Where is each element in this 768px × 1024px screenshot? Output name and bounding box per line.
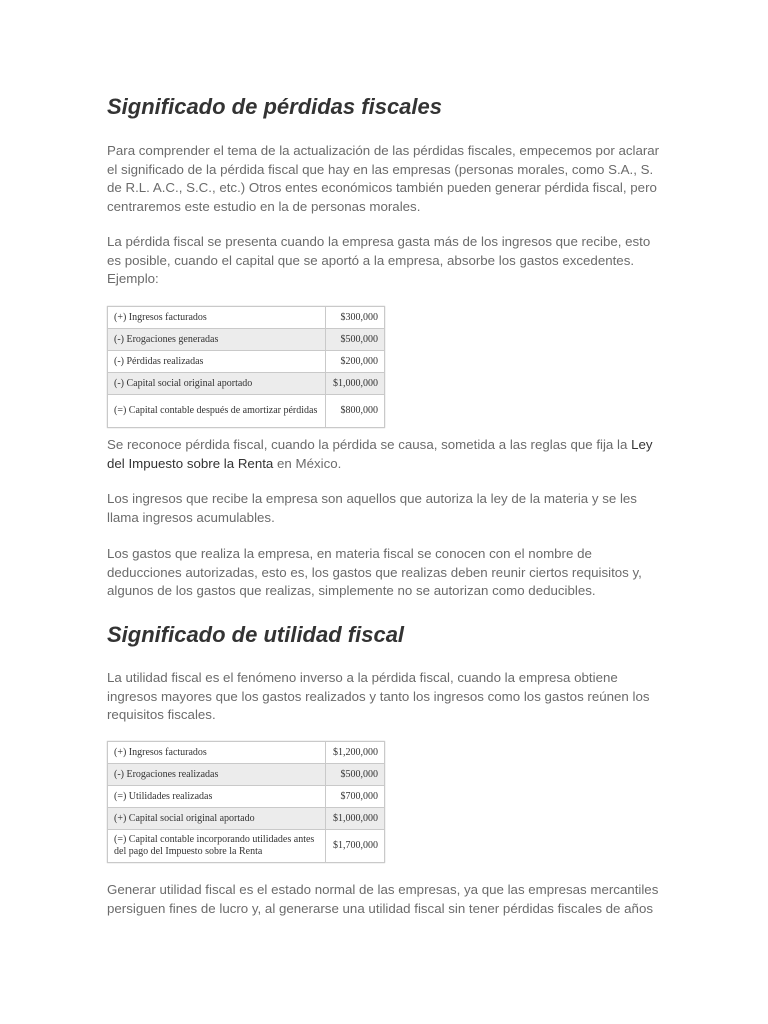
perdida-example-table — [107, 306, 385, 428]
concept-cell: (-) Erogaciones generadas — [108, 329, 326, 351]
concept-cell: (-) Erogaciones realizadas — [108, 764, 326, 786]
amount-cell: $1,000,000 — [326, 808, 385, 830]
utilidad-example-table — [107, 741, 385, 863]
amount-cell: $800,000 — [326, 395, 385, 428]
paragraph-perdida-definicion: La pérdida fiscal se presenta cuando la empresa gasta más de los ingresos que recibe, esto es posible, cuando el capital que se aportó a la empresa, absorbe los gastos excedentes. Ejemplo: — [107, 234, 651, 286]
table-row — [108, 830, 385, 863]
table-row — [108, 329, 385, 351]
concept-cell: (-) Pérdidas realizadas — [108, 351, 326, 373]
paragraph-ingresos: Los ingresos que recibe la empresa son aquellos que autoriza la ley de la materia y se les llama ingresos acumulables. — [107, 491, 637, 525]
paragraph-utilidad-normal: Generar utilidad fiscal es el estado normal de las empresas, ya que las empresas mercantiles persiguen fines de lucro y, al generarse una utilidad fiscal sin tener pérdidas fiscales de años — [107, 882, 659, 916]
concept-cell: (=) Capital contable incorporando utilidades antes del pago del Impuesto sobre la Renta — [108, 830, 326, 863]
concept-cell: (=) Utilidades realizadas — [108, 786, 326, 808]
table-row — [108, 395, 385, 428]
text-segment: Se reconoce pérdida fiscal, cuando la pérdida se causa, sometida a las reglas que fija la — [107, 437, 632, 452]
amount-cell: $1,000,000 — [326, 373, 385, 395]
table-row — [108, 373, 385, 395]
amount-cell: $500,000 — [326, 764, 385, 786]
table-row — [108, 742, 385, 764]
table-row — [108, 307, 385, 329]
concept-cell: (+) Ingresos facturados — [108, 307, 326, 329]
amount-cell: $200,000 — [326, 351, 385, 373]
text-segment: en México. — [273, 455, 342, 471]
table-row — [108, 786, 385, 808]
table-row — [108, 808, 385, 830]
section-title-utilidad: Significado de utilidad fiscal — [107, 622, 405, 647]
section-title-perdidas: Significado de pérdidas fiscales — [107, 94, 442, 119]
table-row — [108, 351, 385, 373]
concept-cell: (+) Capital social original aportado — [108, 808, 326, 830]
concept-cell: (-) Capital social original aportado — [108, 373, 326, 395]
paragraph-perdida-intro: Para comprender el tema de la actualización de las pérdidas fiscales, empecemos por aclarar el significado de la pérdida fiscal que hay en las empresas (personas morales, como S.A., S. de R.L. A.C., S.C., etc.) Otros entes económicos también pueden generar pérdida fiscal, pero centraremos este estudio en la de personas morales. — [107, 143, 660, 214]
amount-cell: $1,200,000 — [326, 742, 385, 764]
amount-cell: $1,700,000 — [326, 830, 385, 863]
paragraph-gastos: Los gastos que realiza la empresa, en materia fiscal se conocen con el nombre de deducciones autorizadas, esto es, los gastos que realizas deben reunir ciertos requisitos y, algunos de los gastos que realizas, simplemente no se autorizan como deducibles. — [107, 546, 642, 598]
paragraph-reconoce-perdida — [107, 436, 662, 473]
concept-cell: (=) Capital contable después de amortizar pérdidas — [108, 395, 326, 428]
amount-cell: $300,000 — [326, 307, 385, 329]
amount-cell: $700,000 — [326, 786, 385, 808]
amount-cell: $500,000 — [326, 329, 385, 351]
table-row — [108, 764, 385, 786]
paragraph-utilidad-definicion: La utilidad fiscal es el fenómeno inverso a la pérdida fiscal, cuando la empresa obtiene ingresos mayores que los gastos realizados y tanto los ingresos como los gastos reúnen los requisitos fiscales. — [107, 670, 650, 722]
concept-cell: (+) Ingresos facturados — [108, 742, 326, 764]
ley-isr-link[interactable]: Ley del Impuesto sobre la Renta — [107, 437, 653, 471]
